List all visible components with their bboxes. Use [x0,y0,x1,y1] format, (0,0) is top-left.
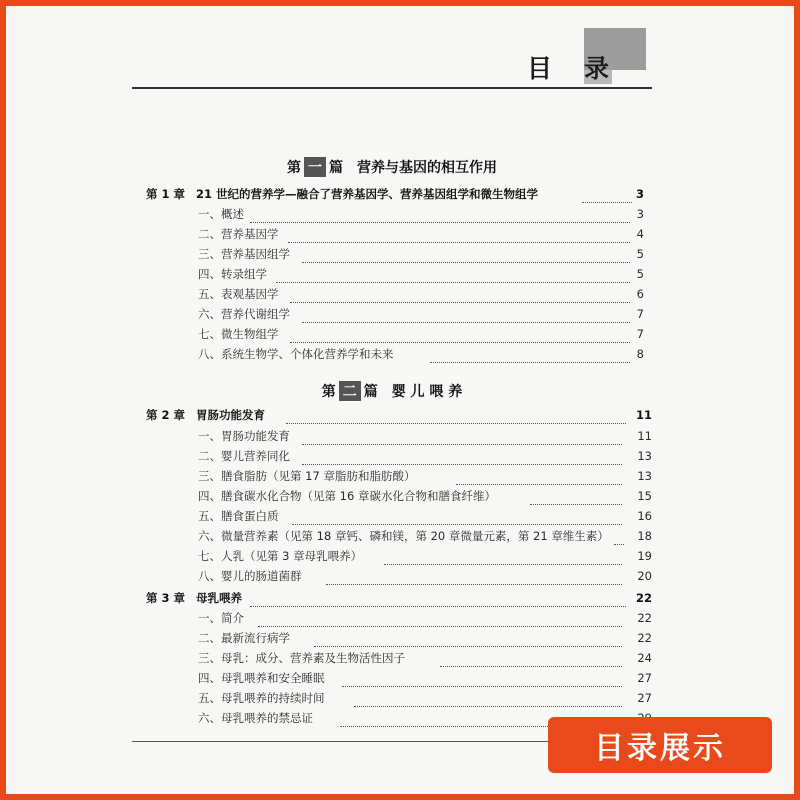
part-heading-2 [132,381,652,401]
part-number: 二 [339,381,361,401]
chapter-title: 胃肠功能发育 [196,408,265,422]
section-page: 22 [637,631,652,645]
section-page: 27 [637,691,652,705]
toc-section-row[interactable] [0,224,800,244]
dot-leader [250,588,626,607]
chapter-title: 母乳喂养 [196,591,242,605]
section-title: 六、母乳喂养的禁忌证 [198,711,313,725]
dot-leader [250,204,630,223]
dot-leader [288,224,630,243]
dot-leader [286,405,626,424]
toc-section-row[interactable] [0,546,800,566]
toc-showcase-badge [548,717,772,773]
section-title: 二、婴儿营养同化 [198,449,290,463]
toc-section-row[interactable] [0,466,800,486]
section-page: 13 [637,469,652,483]
section-title: 四、母乳喂养和安全睡眠 [198,671,325,685]
part-label-pre: 第 [321,384,336,400]
toc-section-row[interactable] [0,628,800,648]
dot-leader [292,506,622,525]
part-label-pre: 第 [287,160,301,176]
section-title: 二、营养基因学 [198,227,279,241]
section-title: 三、营养基因组学 [198,247,290,261]
section-page: 27 [637,671,652,685]
page-title-char-2: 录 [584,54,612,83]
part-number: 一 [304,157,326,177]
section-page: 5 [636,267,644,281]
toc-section-row[interactable] [0,426,800,446]
dot-leader [440,648,622,667]
section-title: 七、人乳（见第 3 章母乳喂养） [198,549,363,563]
section-page: 7 [636,307,644,321]
section-title: 一、概述 [198,207,244,221]
dot-leader [290,324,630,343]
section-title: 三、膳食脂肪（见第 17 章脂肪和脂肪酸） [198,469,416,483]
toc-section-row[interactable] [0,648,800,668]
toc-section-row[interactable] [0,304,800,324]
section-title: 六、微量营养素（见第 18 章钙、磷和镁，第 20 章微量元素，第 21 章维生素） [198,529,609,543]
section-title: 一、胃肠功能发育 [198,429,290,443]
section-page: 6 [636,287,644,301]
section-page: 22 [637,611,652,625]
part-heading-1 [132,157,652,177]
section-page: 3 [636,207,644,221]
section-title: 四、转录组学 [198,267,267,281]
chapter-title: 21 世纪的营养学—融合了营养基因学、营养基因组学和微生物组学 [196,187,539,201]
part-title: 婴 儿 喂 养 [391,384,463,400]
chapter-page: 22 [635,591,652,605]
badge-label: 目录展示 [594,731,726,766]
part-label-post: 篇 [329,160,343,176]
dot-leader [302,304,630,323]
toc-section-row[interactable] [0,446,800,466]
toc-section-row[interactable] [0,344,800,364]
toc-section-row[interactable] [0,204,800,224]
page-title [527,52,611,82]
dot-leader [276,264,630,283]
dot-leader [430,344,630,363]
section-title: 五、表观基因学 [198,287,279,301]
dot-leader [384,546,622,565]
section-page: 15 [637,489,652,503]
section-page: 18 [637,529,652,543]
section-page: 16 [637,509,652,523]
dot-leader [456,466,622,485]
section-title: 四、膳食碳水化合物（见第 16 章碳水化合物和膳食纤维） [198,489,496,503]
toc-section-row[interactable] [0,506,800,526]
dot-leader [354,688,622,707]
section-title: 二、最新流行病学 [198,631,290,645]
section-title: 一、简介 [198,611,244,625]
chapter-page: 11 [635,408,652,422]
section-title: 五、母乳喂养的持续时间 [198,691,325,705]
section-title: 五、膳食蛋白质 [198,509,279,523]
section-page: 5 [636,247,644,261]
toc-section-row[interactable] [0,324,800,344]
section-title: 八、系统生物学、个体化营养学和未来 [198,347,394,361]
section-page: 4 [636,227,644,241]
section-title: 三、母乳：成分、营养素及生物活性因子 [198,651,405,665]
dot-leader [614,526,624,545]
part-title: 营养与基因的相互作用 [357,160,497,176]
section-page: 8 [636,347,644,361]
section-title: 八、婴儿的肠道菌群 [198,569,302,583]
section-title: 七、微生物组学 [198,327,279,341]
section-page: 24 [637,651,652,665]
dot-leader [302,244,630,263]
dot-leader [326,566,622,585]
toc-chapter-row[interactable] [0,588,800,608]
toc-section-row[interactable] [0,608,800,628]
toc-section-row[interactable] [0,566,800,586]
page-title-char-1: 目 [527,54,555,83]
dot-leader [342,668,622,687]
chapter-page: 3 [635,187,644,201]
dot-leader [302,426,622,445]
dot-leader [302,446,622,465]
chapter-label: 第 2 章 [146,408,186,422]
toc-chapter-row[interactable] [0,184,800,204]
toc-section-row[interactable] [0,486,800,506]
chapter-label: 第 3 章 [146,591,186,605]
section-title: 六、营养代谢组学 [198,307,290,321]
toc-section-row[interactable] [0,284,800,304]
toc-section-row[interactable] [0,244,800,264]
section-page: 13 [637,449,652,463]
header-rule [132,87,652,89]
part-label-post: 篇 [363,384,378,400]
dot-leader [314,628,622,647]
section-page: 19 [637,549,652,563]
toc-section-row[interactable] [0,688,800,708]
section-page: 20 [637,569,652,583]
section-page: 7 [636,327,644,341]
toc-section-row[interactable] [0,264,800,284]
toc-section-row[interactable] [0,526,800,546]
dot-leader [290,284,630,303]
dot-leader [530,486,622,505]
chapter-label: 第 1 章 [146,187,186,201]
toc-chapter-row[interactable] [0,405,800,425]
dot-leader [258,608,622,627]
toc-section-row[interactable] [0,668,800,688]
section-page: 11 [637,429,652,443]
